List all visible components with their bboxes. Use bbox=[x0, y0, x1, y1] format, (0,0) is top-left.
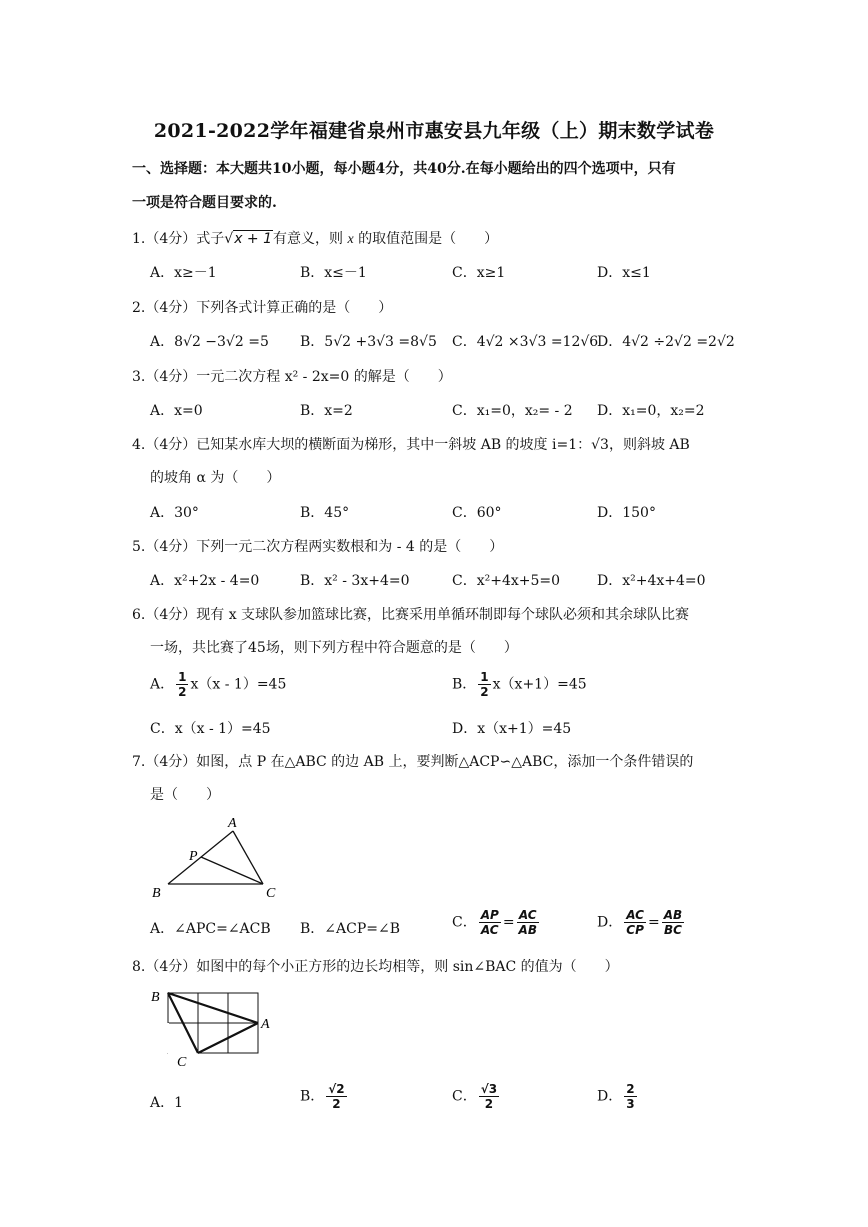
question-6-stem-line1: 6.（4分）现有 x 支球队参加篮球比赛，比赛采用单循环制即每个球队必须和其余球队比赛 bbox=[132, 607, 690, 623]
question-2-option-c[interactable]: C．4√2 ×3√3 =12√6 bbox=[452, 334, 599, 350]
question-1-stem: 1.（4分）式子√x + 1有意义，则 x 的取值范围是（ ） bbox=[132, 231, 499, 247]
question-3-option-c[interactable]: C．x₁=0，x₂= - 2 bbox=[452, 403, 573, 419]
question-2-option-a[interactable]: A．8√2 −3√2 =5 bbox=[150, 334, 269, 350]
question-1-radicand: x + 1 bbox=[234, 231, 273, 247]
label-c: C bbox=[177, 1055, 187, 1070]
question-3-option-b[interactable]: B．x=2 bbox=[300, 403, 353, 419]
label-c: C bbox=[266, 886, 276, 901]
label-b: B bbox=[152, 886, 161, 901]
question-5-option-d[interactable]: D．x²+4x+4=0 bbox=[597, 573, 706, 589]
question-7-option-b[interactable]: B．∠ACP=∠B bbox=[300, 921, 401, 937]
question-8-option-b[interactable]: B． $\frac{√2}{2}$ bbox=[300, 1082, 345, 1111]
question-7-option-d[interactable]: D． $\frac{AC}{CP}$ = $\frac{AB}{BC}$ bbox=[597, 908, 683, 937]
triangle-abc-figure bbox=[145, 810, 295, 902]
question-4-stem-line2: 的坡角 α 为（ ） bbox=[150, 470, 281, 486]
question-1-option-b[interactable]: B．x≤－1 bbox=[300, 265, 367, 281]
question-6-option-b[interactable]: B． $\frac{1}{2}$ x（x+1）=45 bbox=[452, 670, 587, 699]
question-7-stem-line1: 7.（4分）如图，点 P 在△ABC 的边 AB 上，要判断△ACP∽△ABC，添加一个条件错误的 bbox=[132, 754, 694, 770]
question-8-option-a[interactable]: A．1 bbox=[150, 1095, 184, 1111]
fraction-one-half: $\frac{1}{2}$ bbox=[480, 670, 489, 699]
question-6-option-c[interactable]: C．x（x - 1）=45 bbox=[150, 721, 271, 737]
question-4-option-b[interactable]: B．45° bbox=[300, 505, 350, 521]
question-3-stem: 3.（4分）一元二次方程 x² - 2x=0 的解是（ ） bbox=[132, 369, 452, 385]
question-6-option-d[interactable]: D．x（x+1）=45 bbox=[452, 721, 572, 737]
section-heading-line2: 一项是符合题目要求的. bbox=[132, 195, 277, 211]
question-5-stem: 5.（4分）下列一元二次方程两实数根和为 - 4 的是（ ） bbox=[132, 539, 504, 555]
fraction-one-half: $\frac{1}{2}$ bbox=[178, 670, 187, 699]
question-2-stem: 2.（4分）下列各式计算正确的是（ ） bbox=[132, 300, 393, 316]
question-4-option-c[interactable]: C．60° bbox=[452, 505, 502, 521]
question-7-stem-line2: 是（ ） bbox=[150, 787, 220, 803]
question-8-option-d[interactable]: D． $\frac{2}{3}$ bbox=[597, 1082, 635, 1111]
question-7-option-c[interactable]: C． $\frac{AP}{AC}$ = $\frac{AC}{AB}$ bbox=[452, 908, 537, 937]
question-1-option-c[interactable]: C．x≥1 bbox=[452, 265, 506, 281]
label-p: P bbox=[189, 849, 198, 864]
question-6-stem-line2: 一场，共比赛了45场，则下列方程中符合题意的是（ ） bbox=[150, 640, 518, 656]
question-5-option-c[interactable]: C．x²+4x+5=0 bbox=[452, 573, 561, 589]
question-4-option-d[interactable]: D．150° bbox=[597, 505, 656, 521]
question-6-option-a[interactable]: A． $\frac{1}{2}$ x（x - 1）=45 bbox=[150, 670, 287, 699]
grid-figure bbox=[145, 982, 280, 1072]
question-3-option-d[interactable]: D．x₁=0，x₂=2 bbox=[597, 403, 705, 419]
section-heading bbox=[132, 152, 742, 220]
question-3-option-a[interactable]: A．x=0 bbox=[150, 403, 203, 419]
question-4-option-a[interactable]: A．30° bbox=[150, 505, 199, 521]
label-a: A bbox=[228, 816, 237, 831]
question-5-option-b[interactable]: B．x² - 3x+4=0 bbox=[300, 573, 410, 589]
question-1-option-d[interactable]: D．x≤1 bbox=[597, 265, 651, 281]
question-7-option-a[interactable]: A．∠APC=∠ACB bbox=[150, 921, 271, 937]
question-8-stem: 8.（4分）如图中的每个小正方形的边长均相等，则 sin∠BAC 的值为（ ） bbox=[132, 959, 619, 975]
label-b: B bbox=[151, 990, 160, 1005]
question-2-option-d[interactable]: D．4√2 ÷2√2 =2√2 bbox=[597, 334, 735, 350]
label-a: A bbox=[261, 1017, 270, 1032]
question-1-option-a[interactable]: A．x≥－1 bbox=[150, 265, 217, 281]
section-heading-line1: 一、选择题：本大题共10小题，每小题4分，共40分.在每小题给出的四个选项中，只有 bbox=[132, 161, 676, 177]
page-title: 2021-2022学年福建省泉州市惠安县九年级（上）期末数学试卷 bbox=[153, 120, 715, 142]
question-8-option-c[interactable]: C． $\frac{√3}{2}$ bbox=[452, 1082, 498, 1111]
question-4-stem-line1: 4.（4分）已知某水库大坝的横断面为梯形，其中一斜坡 AB 的坡度 i=1：√3，则斜坡 AB bbox=[132, 437, 690, 453]
question-2-option-b[interactable]: B．5√2 +3√3 =8√5 bbox=[300, 334, 437, 350]
question-5-option-a[interactable]: A．x²+2x - 4=0 bbox=[150, 573, 260, 589]
